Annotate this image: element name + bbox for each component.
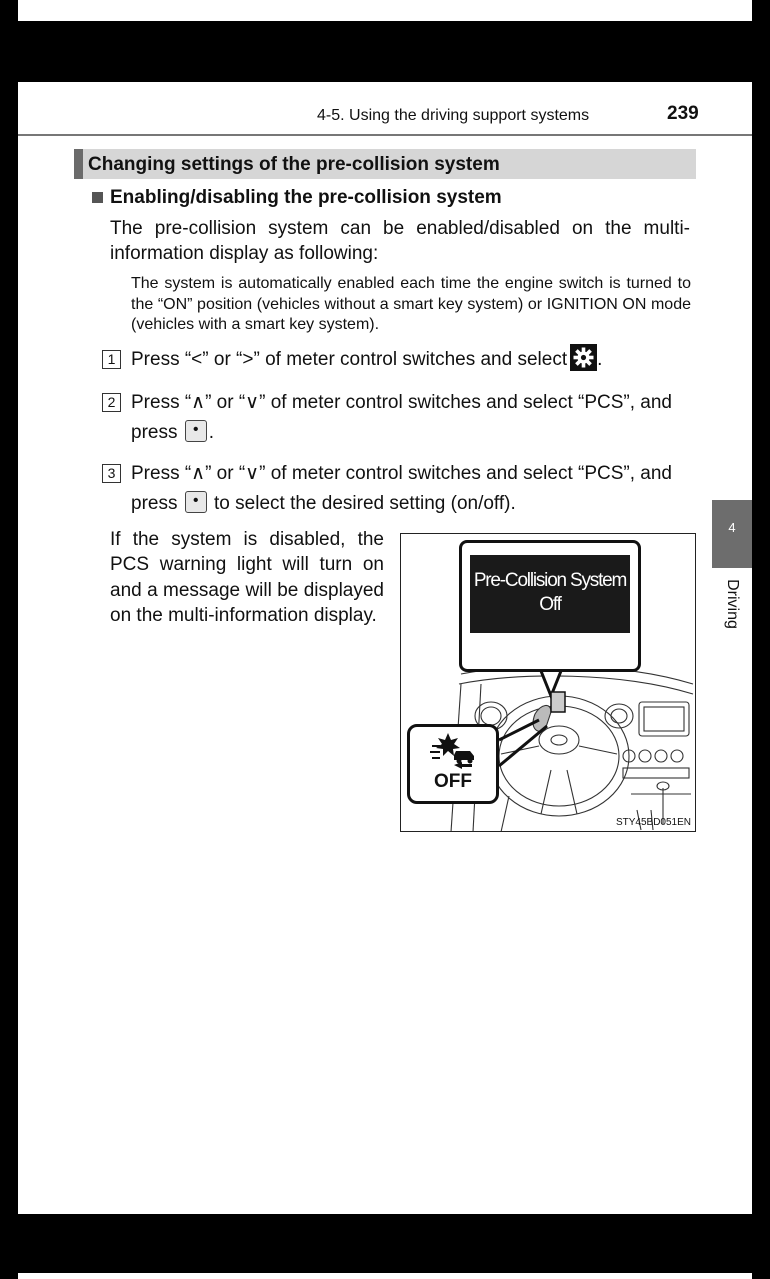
settings-gear-icon — [570, 344, 597, 371]
step-number-2: 2 — [102, 393, 121, 412]
enter-button-icon: • — [185, 420, 207, 442]
dashboard-illustration — [400, 533, 696, 832]
enter-button-icon: • — [185, 491, 207, 513]
figure-code: STY45BD051EN — [615, 817, 691, 828]
step-3-text-after: to select the desired setting (on/off). — [214, 493, 516, 514]
step-3-text: Press “∧” or “∨” of meter control switches and select “PCS”, and press — [131, 463, 672, 514]
step-3 — [131, 459, 696, 519]
step-1: Press “<” or “>” of meter control switches and select . — [131, 345, 696, 375]
step-2-text-after: . — [208, 422, 215, 443]
top-page-strip — [18, 0, 752, 21]
multi-information-display — [470, 555, 630, 633]
bottom-page-strip — [18, 1273, 752, 1279]
pcs-warning-icon — [410, 729, 496, 773]
bullet-square-icon — [92, 192, 103, 203]
step-number-1: 1 — [102, 350, 121, 369]
display-callout — [459, 540, 641, 672]
chapter-tab-number: 4 — [728, 520, 736, 535]
step-number-3: 3 — [102, 464, 121, 483]
step-2 — [131, 388, 696, 448]
subsection-title: Enabling/disabling the pre-collision system — [110, 187, 502, 208]
display-message-line-2: Off — [539, 594, 561, 615]
page-number: 239 — [667, 103, 699, 124]
side-note: If the system is disabled, the PCS warning light will turn on and a message will be displayed on the multi-information display. — [110, 529, 384, 626]
pcs-off-indicator — [407, 724, 499, 804]
intro-paragraph: The pre-collision system can be enabled/disabled on the multi-information display as following: — [110, 218, 690, 264]
step-1-text: Press “<” or “>” of meter control switches and select — [131, 349, 568, 370]
chapter-tab-label: Driving — [724, 579, 741, 629]
note-paragraph: The system is automatically enabled each time the engine switch is turned to the “ON” position (vehicles without a smart key system) or IGNITION ON mode (vehicles with a smart key system). — [131, 275, 691, 333]
header-divider — [18, 134, 752, 136]
step-2-text: Press “∧” or “∨” of meter control switches and select “PCS”, and press — [131, 392, 672, 443]
header-title: 4-5. Using the driving support systems — [317, 107, 590, 124]
display-message-line-1: Pre-Collision System — [473, 570, 627, 591]
manual-page — [18, 82, 752, 1214]
section-title: Changing settings of the pre-collision system — [88, 154, 500, 175]
chapter-tab[interactable] — [712, 500, 752, 568]
pcs-off-label: OFF — [434, 771, 472, 792]
